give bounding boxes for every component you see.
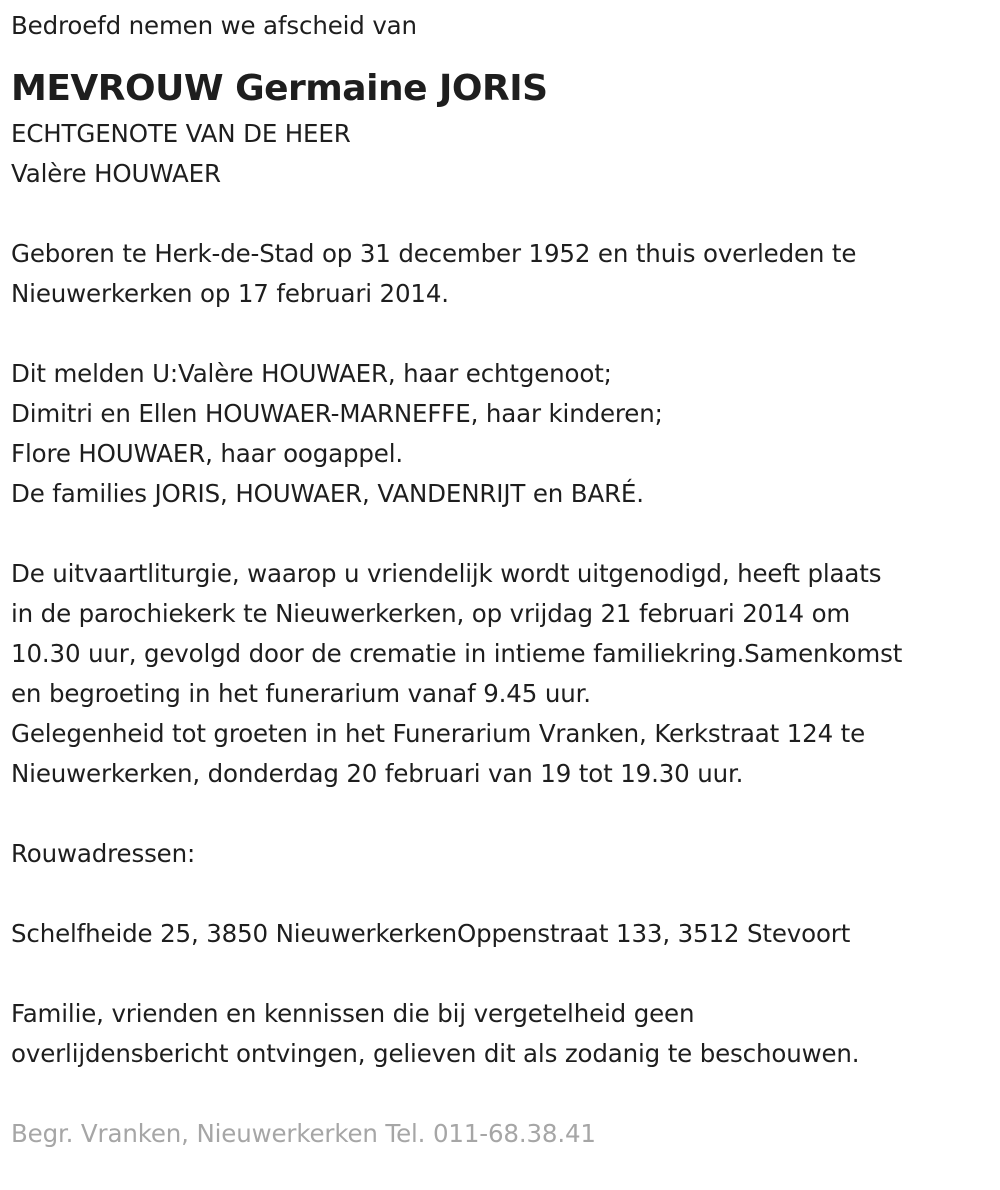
paragraph-line: Dimitri en Ellen HOUWAER-MARNEFFE, haar kinderen; bbox=[11, 399, 663, 428]
paragraph-line: Familie, vrienden en kennissen die bij vergetelheid geen bbox=[11, 999, 695, 1028]
paragraph-line: Nieuwerkerken op 17 februari 2014. bbox=[11, 279, 449, 308]
addresses-line: Schelfheide 25, 3850 NieuwerkerkenOppenstraat 133, 3512 Stevoort bbox=[11, 919, 851, 948]
addresses-heading: Rouwadressen: bbox=[11, 839, 196, 868]
deceased-name: MEVROUW Germaine JORIS bbox=[11, 68, 548, 109]
paragraph-line: De uitvaartliturgie, waarop u vriendelijk wordt uitgenodigd, heeft plaats bbox=[11, 559, 882, 588]
spacer bbox=[11, 954, 996, 994]
intro-text: Bedroefd nemen we afscheid van bbox=[11, 11, 417, 40]
paragraph-line: De families JORIS, HOUWAER, VANDENRIJT en BARÉ. bbox=[11, 479, 644, 508]
paragraph-line: overlijdensbericht ontvingen, gelieven dit als zodanig te beschouwen. bbox=[11, 1039, 860, 1068]
paragraph-line: Gelegenheid tot groeten in het Funerarium Vranken, Kerkstraat 124 te bbox=[11, 719, 866, 748]
spacer bbox=[11, 794, 996, 834]
spacer bbox=[11, 194, 996, 234]
funeral-home-footer: Begr. Vranken, Nieuwerkerken Tel. 011-68.38.41 bbox=[11, 1119, 596, 1148]
relation-title: ECHTGENOTE VAN DE HEER bbox=[11, 119, 351, 148]
spacer bbox=[11, 514, 996, 554]
spacer bbox=[11, 874, 996, 914]
announcers-paragraph bbox=[11, 354, 996, 514]
paragraph-line: Geboren te Herk-de-Stad op 31 december 1952 en thuis overleden te bbox=[11, 239, 857, 268]
paragraph-line: Nieuwerkerken, donderdag 20 februari van 19 tot 19.30 uur. bbox=[11, 759, 744, 788]
spacer bbox=[11, 314, 996, 354]
paragraph-line: Dit melden U:Valère HOUWAER, haar echtgenoot; bbox=[11, 359, 612, 388]
ceremony-paragraph bbox=[11, 554, 996, 794]
paragraph-line: Flore HOUWAER, haar oogappel. bbox=[11, 439, 404, 468]
paragraph-line: 10.30 uur, gevolgd door de crematie in intieme familiekring.Samenkomst bbox=[11, 639, 903, 668]
paragraph-line: in de parochiekerk te Nieuwerkerken, op vrijdag 21 februari 2014 om bbox=[11, 599, 851, 628]
birth-death-paragraph bbox=[11, 234, 996, 314]
closing-paragraph bbox=[11, 994, 996, 1074]
spacer bbox=[11, 1074, 996, 1114]
paragraph-line: en begroeting in het funerarium vanaf 9.45 uur. bbox=[11, 679, 591, 708]
spouse-name: Valère HOUWAER bbox=[11, 159, 221, 188]
